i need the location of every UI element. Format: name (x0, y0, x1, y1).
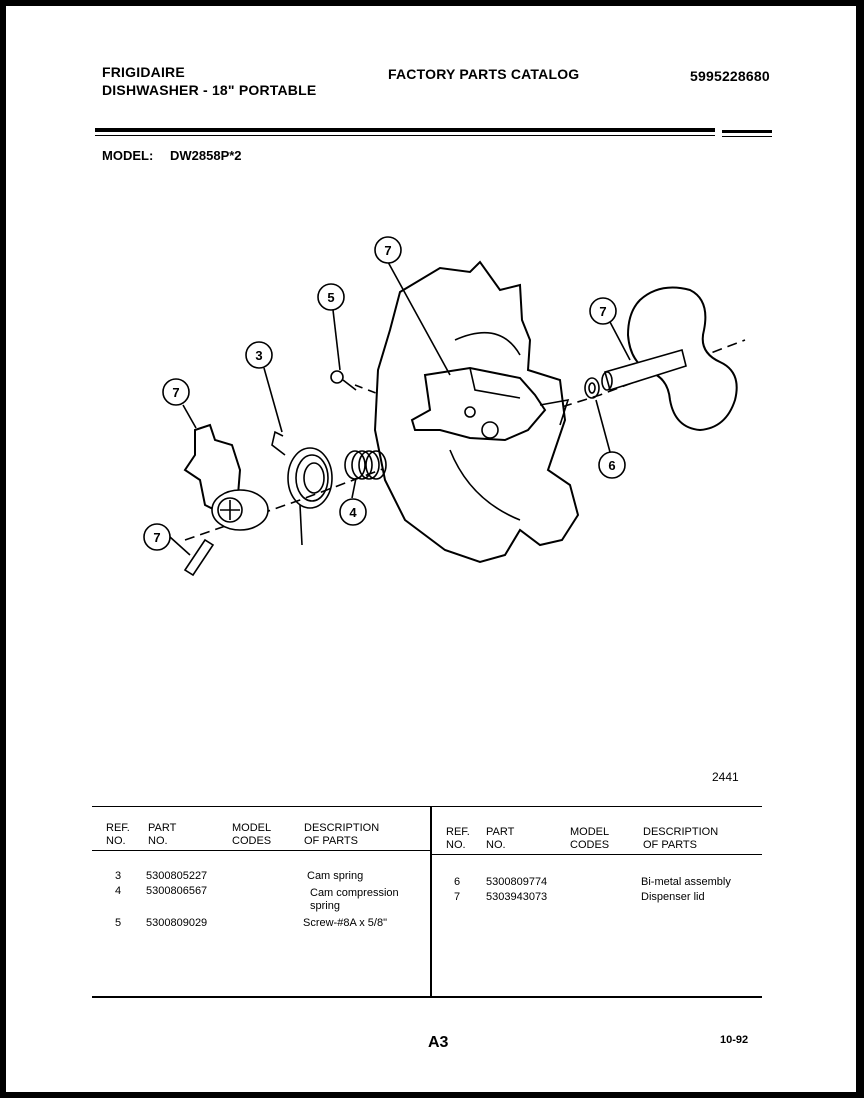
table-header-rule-right (432, 854, 762, 855)
small-pin (185, 540, 213, 575)
header-model-codes-right: MODEL CODES (570, 826, 610, 851)
brand-name: FRIGIDAIRE (102, 64, 185, 80)
table-divider (430, 806, 432, 998)
row-desc: Cam spring (307, 870, 364, 882)
cam-spring-leg (300, 505, 302, 545)
callout-7a-label: 7 (172, 385, 180, 400)
catalog-title: FACTORY PARTS CATALOG (388, 66, 580, 82)
header-ref-no-right: REF. NO. (446, 826, 470, 851)
callout-4-label: 4 (349, 505, 357, 520)
leader-7c (610, 322, 630, 360)
model-value: DW2858P*2 (170, 148, 242, 163)
header-ref-no: REF. NO. (106, 822, 130, 847)
leader-7a (183, 405, 196, 428)
date-code: 10-92 (720, 1034, 749, 1046)
row-part: 5303943073 (486, 891, 548, 903)
washer-ring (585, 378, 599, 398)
model-label: MODEL: (102, 148, 154, 163)
row-part: 5300809774 (486, 876, 548, 888)
header-part-no-right: PART NO. (486, 826, 515, 851)
row-part: 5300809029 (146, 917, 208, 929)
product-name: DISHWASHER - 18" PORTABLE (102, 82, 317, 98)
callout-3-label: 3 (255, 348, 263, 363)
catalog-number: 5995228680 (690, 68, 770, 84)
header-part-no: PART NO. (148, 822, 177, 847)
row-part: 5300805227 (146, 870, 208, 882)
callout-6-label: 7 (384, 243, 392, 258)
header-description: DESCRIPTION OF PARTS (304, 822, 380, 847)
cam-spring-coil-3 (304, 463, 324, 493)
row-ref: 7 (454, 891, 461, 903)
row-desc: Cam compression spring (310, 887, 399, 912)
table-header-rule-left (92, 850, 430, 851)
leader-3 (264, 368, 282, 432)
row-desc: Bi-metal assembly (641, 876, 731, 888)
table-bottom-rule (92, 996, 762, 998)
callout-7b-label: 7 (153, 530, 161, 545)
callout-5-label: 5 (327, 290, 335, 305)
row-part: 5300806567 (146, 885, 208, 897)
leader-5 (333, 310, 340, 370)
cam-spring-hook (272, 432, 285, 455)
figure-number: 2441 (712, 770, 739, 784)
row-ref: 6 (454, 876, 461, 888)
table-top-rule (92, 806, 762, 807)
row-desc: Screw-#8A x 5/8" (303, 917, 387, 929)
callout-7c-label: 7 (599, 304, 607, 319)
page-label: A3 (428, 1034, 449, 1051)
callout-7d-label: 6 (608, 458, 616, 473)
screw-shank (343, 380, 356, 390)
screw-head (331, 371, 343, 383)
row-desc: Dispenser lid (641, 891, 705, 903)
row-ref: 5 (115, 917, 122, 929)
header-model-codes: MODEL CODES (232, 822, 272, 847)
leader-7d (596, 400, 610, 452)
header-description-right: DESCRIPTION OF PARTS (643, 826, 719, 851)
row-ref: 4 (115, 885, 122, 897)
row-ref: 3 (115, 870, 122, 882)
washer-hole (589, 383, 595, 393)
cam-spring-coil-1 (288, 448, 332, 508)
